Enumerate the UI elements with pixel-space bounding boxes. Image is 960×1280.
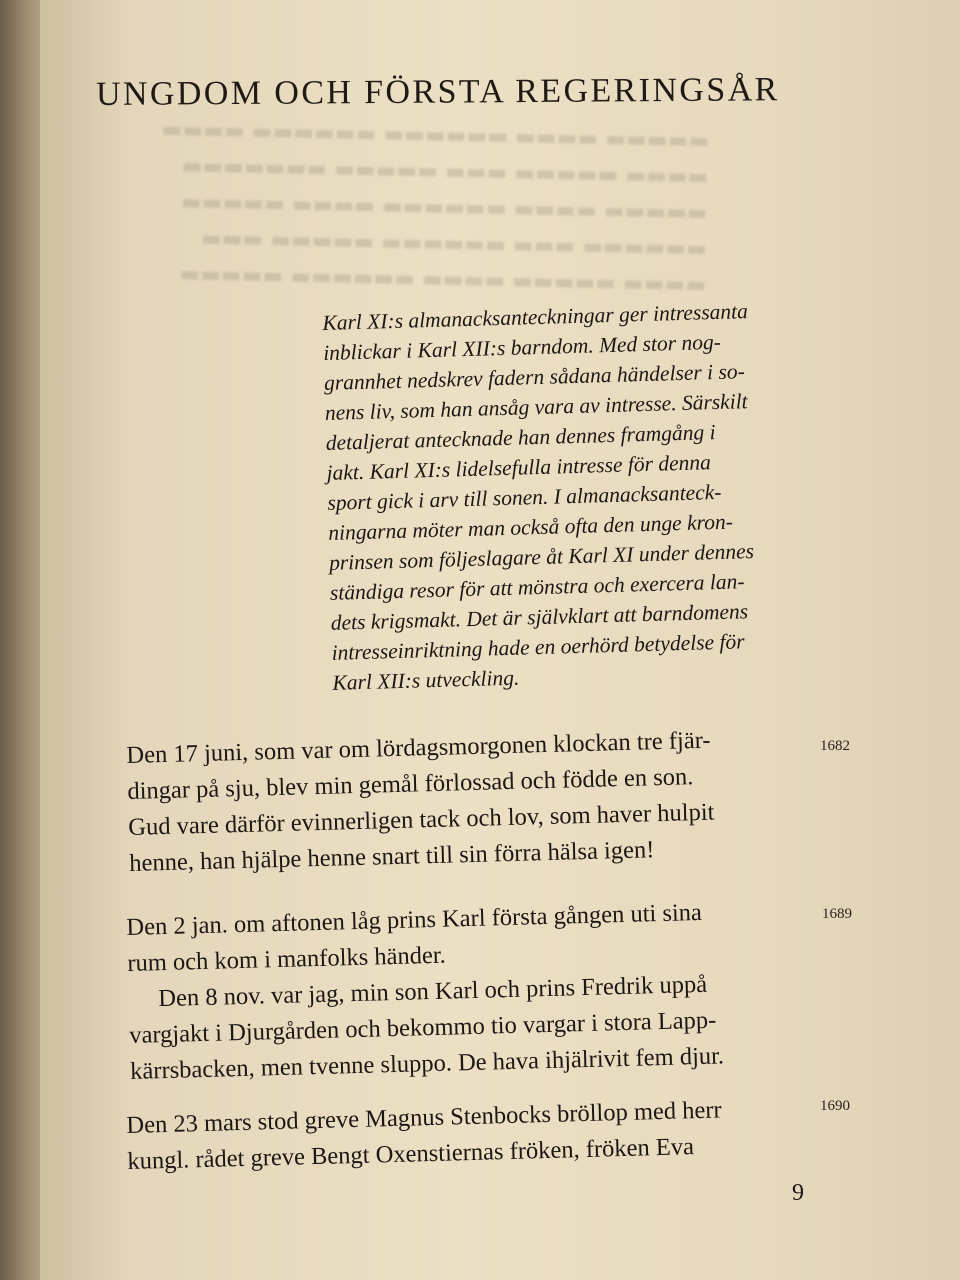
intro-line: ningarna möter man också ofta den unge kron-	[327, 509, 734, 545]
book-page	[40, 0, 960, 1280]
entry-1682	[126, 720, 830, 882]
margin-year: 1689	[822, 906, 852, 922]
page-number: 9	[792, 1180, 804, 1206]
intro-line: grannhet nedskrev fadern sådana händelser i so-	[323, 359, 746, 395]
entry-line: kärrsbacken, men tvenne sluppo. De hava ihjälrivit fem djur.	[129, 1042, 725, 1085]
entry-line: vargjakt i Djurgården och bekommo tio vargar i stora Lapp-	[128, 1006, 717, 1049]
margin-year: 1690	[820, 1098, 850, 1114]
intro-line: intresseinriktning hade en oerhörd betydelse för	[331, 629, 745, 665]
intro-paragraph	[322, 294, 829, 698]
chapter-heading: UNGDOM OCH FÖRSTA REGERINGSÅR	[95, 71, 780, 113]
entry-1690	[126, 1090, 828, 1180]
intro-line: Karl XI:s almanacksanteckningar ger intressanta	[322, 299, 749, 335]
intro-line: nens liv, som han ansåg vara av intresse. Särskilt	[324, 389, 748, 425]
entry-line: kungl. rådet greve Bengt Oxenstiernas fröken, fröken Eva	[127, 1133, 695, 1175]
intro-line: detaljerat antecknade han dennes framgång i	[325, 420, 716, 455]
entry-line: Gud vare därför evinnerligen tack och lov, som haver hulpit	[127, 798, 715, 841]
intro-line: prinsen som följeslagare åt Karl XI under dennes	[328, 539, 755, 575]
entry-line: Den 23 mars stod greve Magnus Stenbocks bröllop med herr	[126, 1096, 722, 1139]
entry-line: Den 2 jan. om aftonen låg prins Karl första gången uti sina	[126, 898, 703, 941]
margin-year: 1682	[820, 738, 850, 754]
entry-line: Den 17 juni, som var om lördagsmorgonen klockan tre fjär-	[126, 726, 711, 769]
intro-line: inblickar i Karl XII:s barndom. Med stor nog-	[322, 329, 722, 365]
intro-line: jakt. Karl XI:s lidelsefulla intresse för denna	[326, 450, 712, 485]
entry-line: Den 8 nov. var jag, min son Karl och prins Fredrik uppå	[157, 970, 708, 1013]
intro-line: sport gick i arv till sonen. I almanacksanteck-	[327, 479, 722, 515]
show-through-texture: ▬▬▬▬▬ ▬▬▬▬ ▬▬▬▬▬▬ ▬▬▬▬▬▬ ▬▬▬▬ ▬▬▬▬ ▬▬▬▬▬ ▬▬▬ ▬▬▬▬▬ ▬▬▬▬▬▬▬ ▬▬▬▬▬ ▬▬▬▬ ▬▬▬▬▬▬ ▬▬▬▬ ▬▬▬▬▬ ▬▬▬▬▬▬ ▬▬▬ ▬▬▬▬▬▬ ▬▬▬▬▬ ▬▬▬ ▬▬▬▬ ▬▬▬▬▬ ▬▬▬▬ ▬▬▬▬▬▬ ▬▬▬▬▬	[161, 117, 710, 298]
entry-1689	[126, 892, 830, 1090]
intro-line: Karl XII:s utveckling.	[332, 665, 520, 695]
entry-line: dingar på sju, blev min gemål förlossad och födde en son.	[127, 763, 694, 805]
entry-line: henne, han hjälpe henne snart till sin förra hälsa igen!	[128, 836, 655, 877]
entry-line: rum och kom i manfolks händer.	[127, 941, 447, 977]
intro-line: dets krigsmakt. Det är självklart att barndomens	[330, 599, 749, 635]
intro-line: ständiga resor för att mönstra och exercera lan-	[329, 569, 745, 605]
